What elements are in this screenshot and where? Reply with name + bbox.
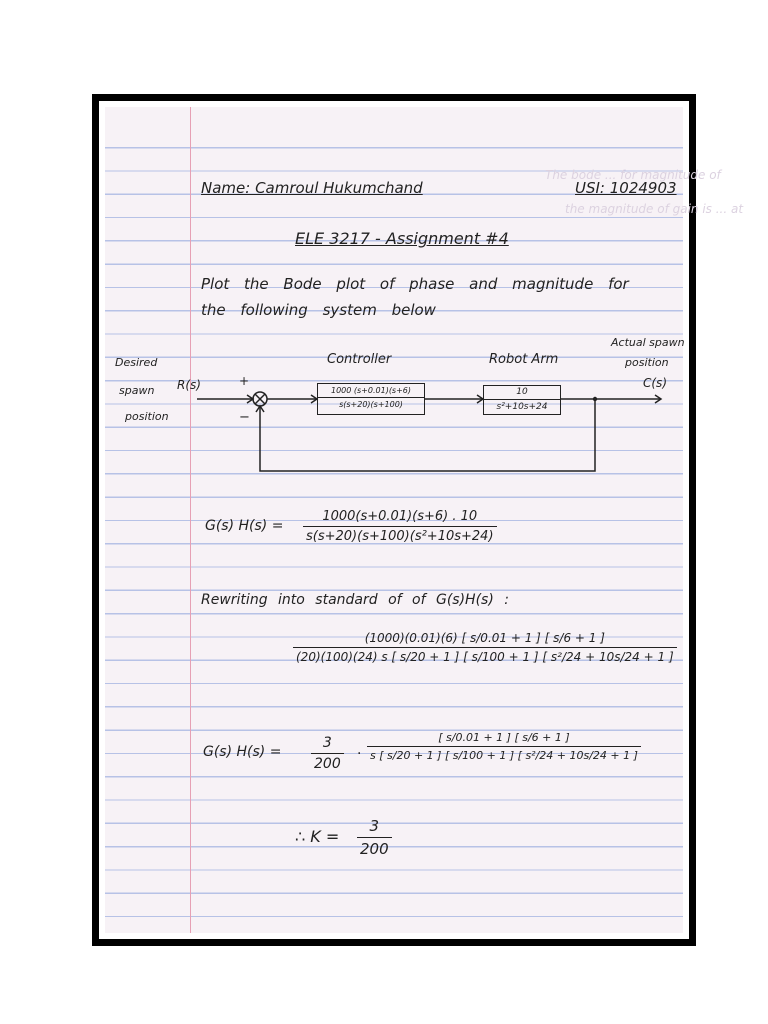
controller-denominator: s(s+20)(s+100) [339,400,403,410]
eq3-gain-denominator: 200 [314,756,341,773]
plant-block [483,385,561,415]
student-id: USI: 1024903 [575,179,677,197]
fraction-bar [367,746,641,747]
eq2-numerator: (1000)(0.01)(6) [ s/0.01 + 1 ] [ s/6 + 1 ] [364,631,605,645]
eq3-lhs: G(s) H(s) = [203,744,282,760]
result-fraction [357,817,392,858]
frame-border [97,99,744,941]
prompt-line-1: Plot the Bode plot of phase and magnitude for [201,275,629,293]
result-numerator: 3 [369,817,380,835]
eq1-lhs: G(s) H(s) = [205,518,284,534]
output-label-2: position [625,356,669,369]
plant-title: Robot Arm [489,352,559,367]
summing-minus: − [239,410,250,425]
eq3-gain-numerator: 3 [322,735,332,751]
plant-denominator: s²+10s+24 [496,402,548,413]
result-denominator: 200 [360,840,389,859]
input-label-1: Desired [115,356,158,369]
summing-plus: + [239,374,250,388]
eq2-denominator: (20)(100)(24) s [ s/20 + 1 ] [ s/100 + 1 ] [ s²/24 + 10s/24 + 1 ] [296,650,674,665]
controller-numerator: 1000 (s+0.01)(s+6) [330,386,412,395]
eq3-fraction [367,731,641,762]
input-symbol: R(s) [177,378,201,392]
fraction-bar [318,397,424,398]
input-label-2: spawn [119,384,155,397]
eq2-fraction [293,631,677,664]
notebook-page [105,107,744,933]
fraction-bar [293,647,677,648]
photo-frame [92,94,744,946]
multiply-dot: · [357,746,362,762]
controller-title: Controller [327,352,392,367]
output-symbol: C(s) [643,376,667,390]
show-through-text: The bode ... for magnitude of [545,168,721,182]
eq1-fraction [303,509,497,544]
assignment-title: ELE 3217 - Assignment #4 [295,229,509,248]
rewrite-text: Rewriting into standard of of G(s)H(s) : [201,592,509,608]
fraction-bar [484,399,560,400]
plant-tf [484,387,560,412]
fraction-bar [357,837,392,838]
fraction-bar [311,753,344,754]
eq1-numerator: 1000(s+0.01)(s+6) . 10 [322,509,478,524]
result-prefix: ∴ K = [295,827,340,846]
controller-block [317,383,425,415]
show-through-text: the magnitude of gain is ... at [565,202,744,216]
eq3-denominator: s [ s/20 + 1 ] [ s/100 + 1 ] [ s²/24 + 10s/24 + 1 ] [370,749,638,763]
prompt-line-2: the following system below [201,301,436,319]
fraction-bar [303,526,497,527]
input-label-3: position [125,410,169,423]
eq3-numerator: [ s/0.01 + 1 ] [ s/6 + 1 ] [438,731,570,744]
plant-numerator: 10 [516,387,528,397]
eq3-gain [311,735,344,772]
eq1-denominator: s(s+20)(s+100)(s²+10s+24) [306,529,494,545]
controller-tf [318,386,424,409]
output-label-1: Actual spawn [611,336,685,349]
student-name: Name: Camroul Hukumchand [201,179,423,197]
